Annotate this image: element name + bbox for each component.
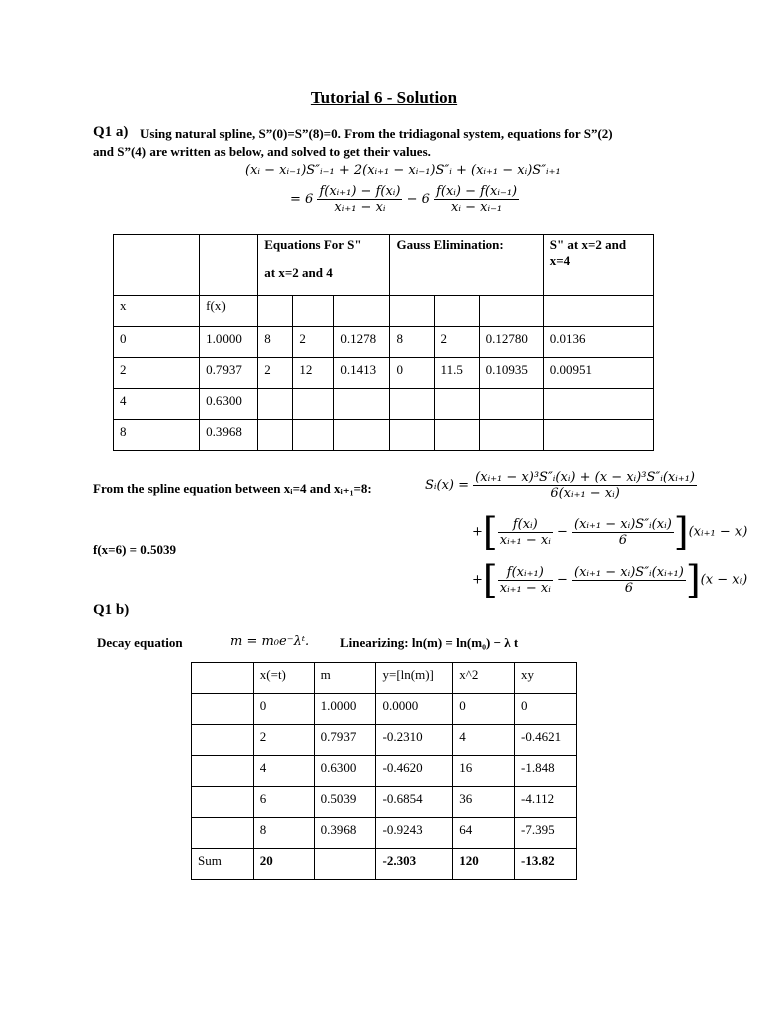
table-cell [192,694,254,725]
table-cell: -2.303 [376,849,453,880]
table-cell: 0.5039 [314,787,376,818]
table-cell: 8 [258,327,293,358]
table-cell: 0.6300 [200,389,258,420]
table-header-cell: y=[ln(m)] [376,663,453,694]
spline-formula-line3: +[ $\frac{\text{f(xᵢ₊₁)}}{\text{xᵢ₊₁ − xᵢ}}$ − $\frac{\text{(xᵢ₊₁ − xᵢ)S″ᵢ(xᵢ₊₁)}}{6}$ ](x − xᵢ) [472,558,748,602]
table-cell: 20 [253,849,314,880]
eq-fraction-1-num: f(xᵢ₊₁) − f(xᵢ) [319,184,401,199]
table-cell: -4.112 [515,787,577,818]
table-cell: 1.0000 [200,327,258,358]
table-cell: 64 [453,818,515,849]
table-cell: 6 [253,787,314,818]
table-cell: 0.1278 [334,327,390,358]
table-cell: 36 [453,787,515,818]
q1a-intro-line2: and S”(4) are written as below, and solved to get their values. [93,144,431,159]
table-cell: 2 [293,327,334,358]
eq-fraction-1-den: xᵢ₊₁ − xᵢ [334,200,386,215]
spline-formula-line1 [425,470,697,501]
table-cell: 8 [390,327,434,358]
table-cell: 4 [253,756,314,787]
table-row [192,694,577,725]
table-cell: 8 [114,420,200,451]
table-header-cell: m [314,663,376,694]
table-row [192,725,577,756]
spline-term3-b-num: (xᵢ₊₁ − xᵢ)S″ᵢ(xᵢ₊₁) [574,564,684,580]
table-cell: 0 [515,694,577,725]
sum-label: Sum [192,849,254,880]
table-cell: -7.395 [515,818,577,849]
spline-term2-b-den: 6 [618,532,628,548]
table-cell [192,787,254,818]
spline-term3-b [572,565,686,596]
table-cell: -0.6854 [376,787,453,818]
q1a-intro-line1: Using natural spline, S”(0)=S”(8)=0. From the tridiagonal system, equations for S”(2) [140,126,613,141]
table-cell: 2 [434,327,479,358]
spline-term2-a-num: f(xᵢ) [498,517,553,533]
table-row [192,787,577,818]
eq-fraction-1 [317,184,402,215]
tridiagonal-equation-line1: (xᵢ − xᵢ₋₁)S″ᵢ₋₁ + 2(xᵢ₊₁ − xᵢ₋₁)S″ᵢ + (xᵢ₊₁ − xᵢ)S″ᵢ₊₁ [245,163,561,178]
table-cell: -0.4620 [376,756,453,787]
table-cell: 2 [258,358,293,389]
table-cell: 2 [253,725,314,756]
header-equations-line2: at x=2 and 4 [264,265,333,280]
table-cell: 0 [453,694,515,725]
table-cell: 0.10935 [479,358,543,389]
spline-term3-a [498,565,553,596]
table-cell: 4 [453,725,515,756]
spline-table-colnames-row [114,296,654,327]
spline-term3-b-den: 6 [624,580,634,596]
table-cell: -13.82 [515,849,577,880]
decay-equation: m = m₀e⁻λᵗ. [230,634,310,649]
table-cell: 0 [114,327,200,358]
table-cell: 0.3968 [200,420,258,451]
regression-header-row [192,663,577,694]
spline-lhs: Sᵢ(x) = [425,478,470,493]
table-cell: -0.2310 [376,725,453,756]
spline-formula-line2: +[ $\frac{\text{f(xᵢ)}}{\text{xᵢ₊₁ − xᵢ}}$ − $\frac{\text{(xᵢ₊₁ − xᵢ)S″ᵢ(xᵢ)}}{6}$ ](xᵢ₊₁ − x) [472,510,748,554]
spline-term2-tail: (xᵢ₊₁ − x) [688,524,748,540]
table-header-cell: x(=t) [253,663,314,694]
table-row [114,389,654,420]
table-header-cell: xy [515,663,577,694]
q1b-label: Q1 b) [93,602,130,618]
spline-term2-b [572,517,674,548]
table-cell: 0.0000 [376,694,453,725]
table-cell: 0.12780 [479,327,543,358]
table-cell: 8 [253,818,314,849]
table-row [114,327,654,358]
spline-term1 [473,470,697,501]
table-cell [192,756,254,787]
header-gauss: Gauss Elimination: [390,235,543,296]
table-cell: 16 [453,756,515,787]
spline-term1-den: 6(xᵢ₊₁ − xᵢ) [550,486,620,501]
spline-result: f(x=6) = 0.5039 [93,542,177,557]
regression-table [191,662,577,880]
eq-minus-6: − 6 [406,192,430,207]
table-cell: 0 [390,358,434,389]
table-cell: 0.7937 [200,358,258,389]
table-cell: 120 [453,849,515,880]
table-cell: 0.7937 [314,725,376,756]
table-row [114,420,654,451]
table-cell: -0.9243 [376,818,453,849]
sum-row [192,849,577,880]
spline-term3-a-num: f(xᵢ₊₁) [498,565,553,581]
table-cell: 2 [114,358,200,389]
eq-equals-6: = 6 [290,192,314,207]
table-cell: 1.0000 [314,694,376,725]
table-cell: -0.4621 [515,725,577,756]
spline-term2-b-num: (xᵢ₊₁ − xᵢ)S″ᵢ(xᵢ) [574,516,672,532]
spline-term3-tail: (x − xᵢ) [700,572,748,588]
linearizing-text: Linearizing: ln(m) = ln(m₀) − λ t [340,635,519,650]
spline-term2-a [498,517,553,548]
table-cell: 0.6300 [314,756,376,787]
table-cell [192,725,254,756]
table-cell: 0.00951 [543,358,653,389]
table-cell: 0.0136 [543,327,653,358]
table-cell: 4 [114,389,200,420]
table-cell: -1.848 [515,756,577,787]
decay-label: Decay equation [97,635,183,650]
header-equations-line1: Equations For S" [264,237,362,252]
table-cell: 0.1413 [334,358,390,389]
spline-term2-a-den: xᵢ₊₁ − xᵢ [499,532,551,548]
table-row [114,358,654,389]
table-cell: 0 [253,694,314,725]
spline-table-header-row [114,235,654,296]
table-cell: 12 [293,358,334,389]
spline-table [113,234,654,451]
col-x-header: x [114,296,200,327]
tridiagonal-equation-line2 [290,184,519,215]
table-cell [314,849,376,880]
spline-term1-num: (xᵢ₊₁ − x)³S″ᵢ(xᵢ) + (x − xᵢ)³S″ᵢ(xᵢ₊₁) [475,470,695,485]
header-equations [258,235,390,296]
table-row [192,756,577,787]
header-s-values: S" at x=2 and x=4 [543,235,653,296]
table-cell: 11.5 [434,358,479,389]
spline-term3-a-den: xᵢ₊₁ − xᵢ [499,580,551,596]
table-header-cell: x^2 [453,663,515,694]
table-cell [192,818,254,849]
table-cell: 0.3968 [314,818,376,849]
col-fx-header: f(x) [200,296,258,327]
spline-intro-text: From the spline equation between xᵢ=4 and xᵢ₊₁=8: [93,481,372,496]
eq-fraction-2-den: xᵢ − xᵢ₋₁ [451,200,503,215]
table-header-cell [192,663,254,694]
page-title: Tutorial 6 - Solution [310,88,458,107]
q1a-label: Q1 a) [93,124,129,140]
eq-fraction-2-num: f(xᵢ) − f(xᵢ₋₁) [436,184,518,199]
table-row [192,818,577,849]
eq-fraction-2 [434,184,519,215]
